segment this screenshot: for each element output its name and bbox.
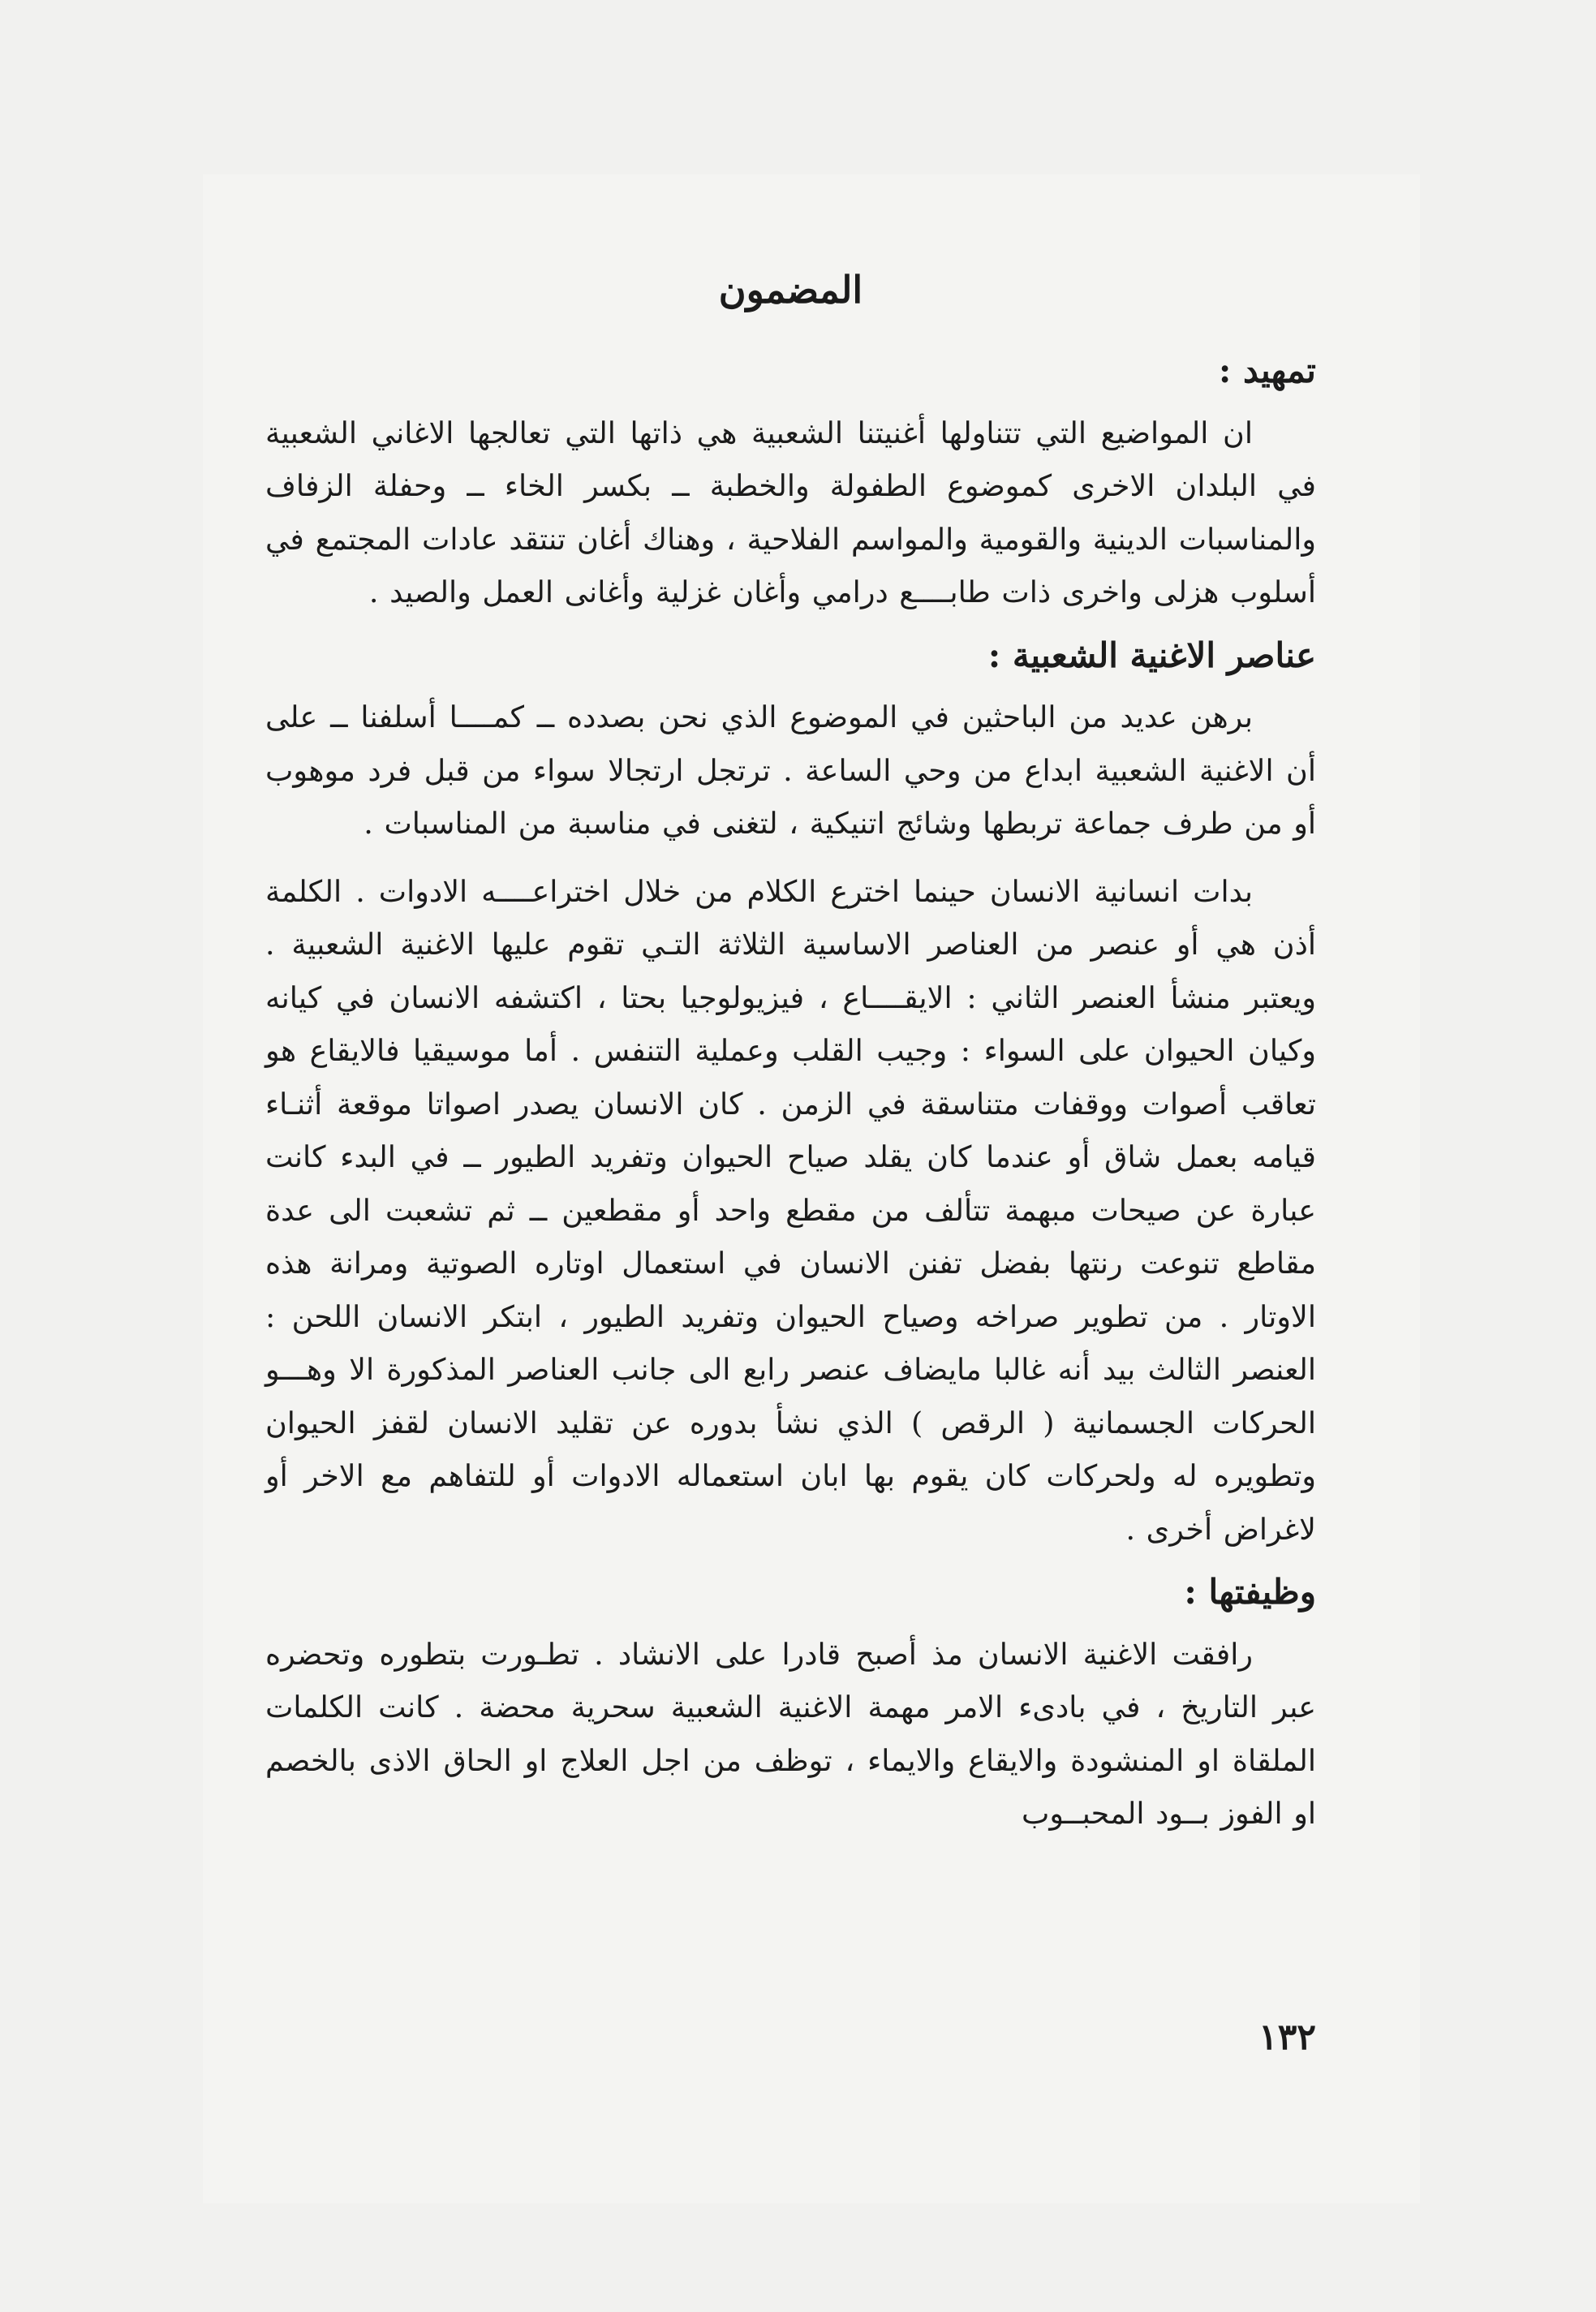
section-heading-elements: عناصر الاغنية الشعبية : xyxy=(987,635,1316,675)
section-heading-intro: تمهيد : xyxy=(1218,351,1316,391)
paragraph-intro: ان المواضيع التي تتناولها أغنيتنا الشعبية هي ذاتها التي تعالجها الاغاني الشعبية في البلدان الاخرى كموضوع الطفولة والخطبة ــ بكسر الخاء ــ وحفلة الزفاف والمناسبات الدينية والقومية والمواسم الفلاحية ، وهناك أغان تنتقد عادات المجتمع في أسلوب هزلى واخرى ذات طابــــع درامي وأغان غزلية وأغانى العمل والصيد . xyxy=(265,415,1316,610)
page-number: ١٣٢ xyxy=(1258,2017,1316,2058)
paragraph-function: رافقت الاغنية الانسان مذ أصبح قادرا على الانشاد . تطـورت بتطوره وتحضره عبر التاريخ ، في بادىء الامر مهمة الاغنية الشعبية سحرية محضة . كانت الكلمات الملقاة او المنشودة والايقاع والايماء ، توظف من اجل العلاج او الحاق الاذى بالخصم او الفوز بــود المحبــوب xyxy=(265,1636,1316,1832)
page-title: المضمون xyxy=(718,268,863,312)
paragraph-elements-1: برهن عديد من الباحثين في الموضوع الذي نحن بصدده ــ كمــــا أسلفنا ــ على أن الاغنية الشعبية ابداع من وحي الساعة . ترتجل ارتجالا سواء من قبل فرد موهوب أو من طرف جماعة تربطها وشائج اتنيكية ، لتغنى في مناسبة من المناسبات . xyxy=(265,700,1316,842)
section-heading-function: وظيفتها : xyxy=(1184,1572,1316,1612)
page-content xyxy=(265,268,1316,1855)
paragraph-elements-2: بدات انسانية الانسان حينما اخترع الكلام من خلال اختراعــــه الادوات . الكلمة أذن هي أو عنصر من العناصر الاساسية الثلاثة التـي تقوم عليها الاغنية الشعبية . ويعتبر منشأ العنصر الثاني : الايقــــاع ، فيزيولوجيا بحتا ، اكتشفه الانسان في كيانه وكيان الحيوان على السواء : وجيب القلب وعملية التنفس . أما موسيقيا فالايقاع هو تعاقب أصوات ووقفات متناسقة في الزمن . كان الانسان يصدر اصواتا موقعة أثنـاء قيامه بعمل شاق أو عندما كان يقلد صياح الحيوان وتفريد الطيور ــ في البدء كانت عبارة عن صيحات مبهمة تتألف من مقطع واحد أو مقطعين ــ ثم تشعبت الى عدة مقاطع تنوعت رنتها بفضل تفنن الانسان في استعمال اوتاره الصوتية ومرانة هذه الاوتار . من تطوير صراخه وصياح الحيوان وتفريد الطيور ، ابتكر الانسان اللحن : العنصر الثالث بيد أنه غالبا مايضاف عنصر رابع الى جانب العناصر المذكورة الا وهـــو الحركات الجسمانية ( الرقص ) الذي نشأ بدوره عن تقليد الانسان لقفز الحيوان وتطويره له ولحركات كان يقوم بها ابان استعماله الادوات أو للتفاهم مع الاخر أو لاغراض أخرى . xyxy=(265,873,1316,1547)
